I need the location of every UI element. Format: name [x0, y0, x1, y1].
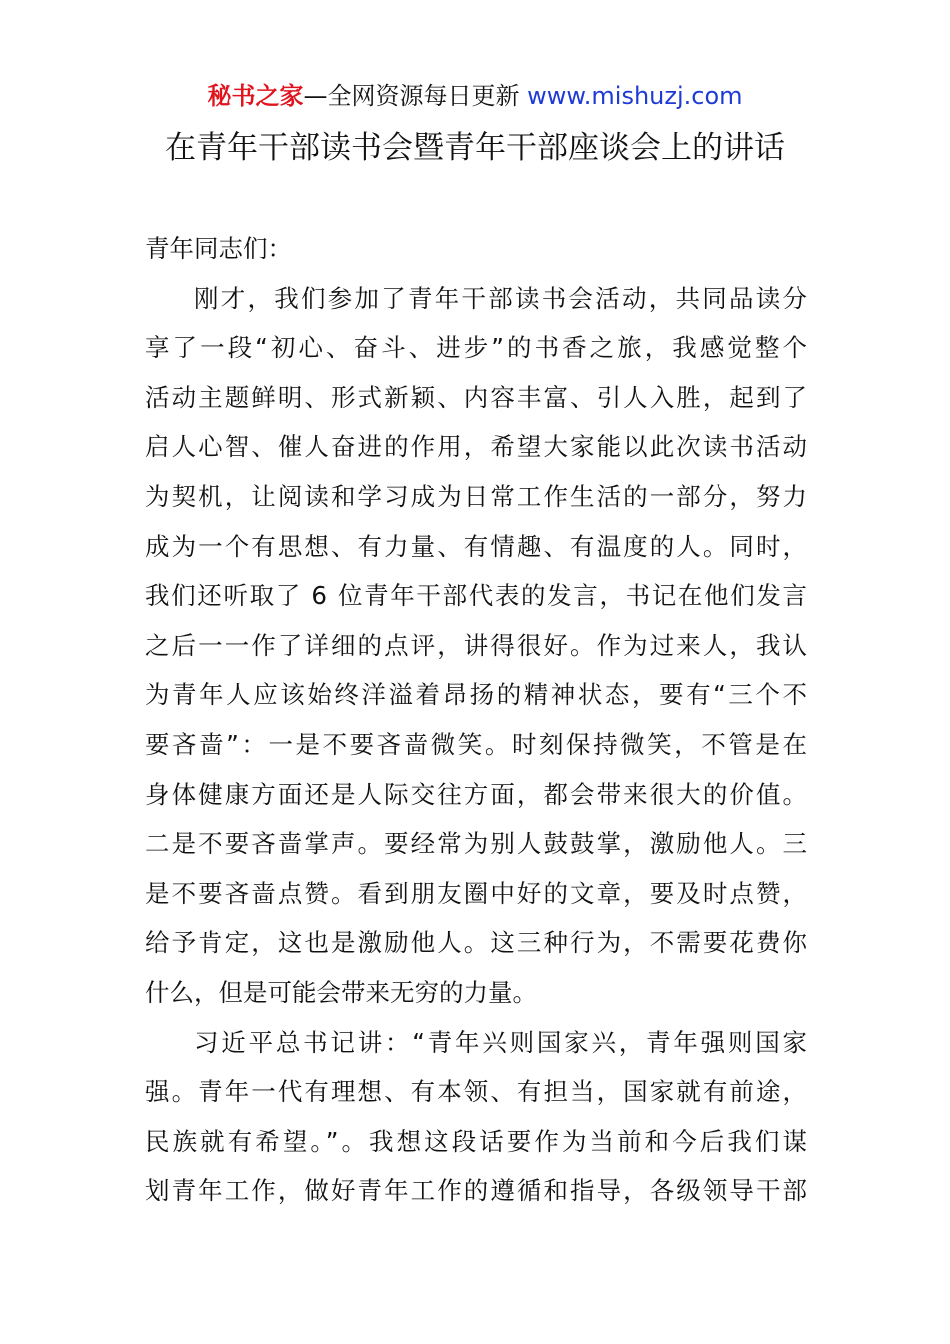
paragraph-line: 享了一段“初心、奋斗、进步”的书香之旅，我感觉整个: [145, 333, 811, 363]
document-title: 在青年干部读书会暨青年干部座谈会上的讲话: [165, 130, 785, 166]
paragraph-2: [145, 1018, 811, 1216]
paragraph-line: 启人心智、催人奋进的作用，希望大家能以此次读书活动: [145, 432, 810, 462]
paragraph-line: 要吝啬”：一是不要吝啬微笑。时刻保持微笑，不管是在: [145, 729, 810, 759]
paragraph-line: 活动主题鲜明、形式新颖、内容丰富、引人入胜，起到了: [145, 382, 810, 412]
paragraph-line: 为青年人应该始终洋溢着昂扬的精神状态，要有“三个不: [145, 680, 810, 710]
document-body: [145, 224, 811, 1216]
paragraph-line: 身体健康方面还是人际交往方面，都会带来很大的价值。: [145, 779, 810, 809]
paragraph-line: 划青年工作，做好青年工作的遵循和指导，各级领导干部: [145, 1176, 810, 1206]
paragraph-line: 给予肯定，这也是激励他人。这三种行为，不需要花费你: [145, 928, 810, 958]
paragraph-line: 什么，但是可能会带来无穷的力量。: [145, 977, 537, 1007]
paragraph-line: 为契机，让阅读和学习成为日常工作生活的一部分，努力: [145, 481, 810, 511]
paragraph-1: [145, 274, 811, 1018]
paragraph-line: 成为一个有思想、有力量、有情趣、有温度的人。同时，: [145, 531, 810, 561]
salutation: 青年同志们：: [145, 234, 292, 263]
site-url-link[interactable]: www.mishuzj.com: [527, 82, 743, 110]
paragraph-line: 习近平总书记讲：“青年兴则国家兴，青年强则国家: [194, 1027, 810, 1057]
paragraph-line: 我们还听取了 6 位青年干部代表的发言，书记在他们发言: [145, 581, 809, 611]
paragraph-line: 刚才，我们参加了青年干部读书会活动，共同品读分: [194, 283, 810, 313]
paragraph-line: 二是不要吝啬掌声。要经常为别人鼓鼓掌，激励他人。三: [145, 829, 810, 859]
paragraph-line: 民族就有希望。”。我想这段话要作为当前和今后我们谋: [145, 1126, 811, 1156]
paragraph-line: 强。青年一代有理想、有本领、有担当，国家就有前途，: [145, 1077, 810, 1107]
site-brand: 秘书之家: [207, 82, 304, 110]
paragraph-line: 之后一一作了详细的点评，讲得很好。作为过来人，我认: [145, 630, 810, 660]
paragraph-line: 是不要吝啬点赞。看到朋友圈中好的文章，要及时点赞，: [145, 878, 810, 908]
site-tagline: —全网资源每日更新: [303, 82, 528, 110]
site-banner: [0, 78, 950, 114]
